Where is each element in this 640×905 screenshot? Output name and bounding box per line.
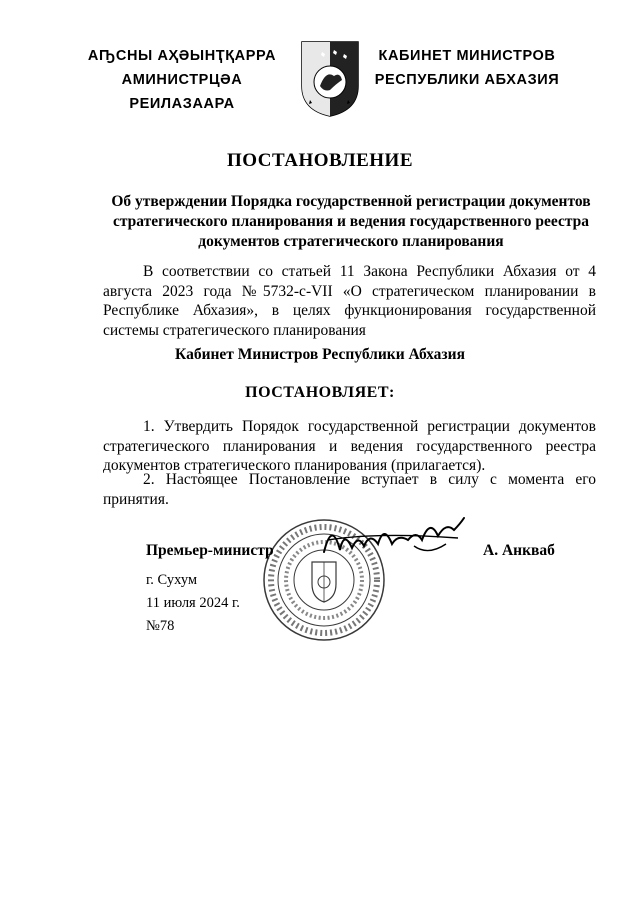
header-right: [372, 44, 562, 92]
signatory-position: Премьер-министр: [146, 542, 274, 559]
decree-item-1: 1. Утвердить Порядок государственной регистрации документов стратегического планирования и ведения государственного реестра документов стратегического планирования (прилагается).: [103, 418, 596, 474]
header-right-line2: РЕСПУБЛИКИ АБХАЗИЯ: [374, 72, 560, 88]
handwritten-signature-icon: [318, 510, 470, 566]
header-left-line2: АМИНИСТРЦӘА РЕИЛАЗААРА: [121, 72, 243, 112]
preamble-paragraph: В соответствии со статьей 11 Закона Республики Абхазия от 4 августа 2023 года №5732-с-VII «О стратегическом планировании в Республике Абхазия», в целях функционирования государственной системы стратегического планирования: [103, 263, 596, 339]
signatory-name: А. Анкваб: [483, 542, 555, 559]
document-title: ПОСТАНОВЛЕНИЕ: [226, 150, 414, 171]
issue-place: г. Сухум: [146, 572, 198, 588]
header-left: [82, 44, 282, 116]
issue-date: 11 июля 2024 г.: [146, 595, 240, 611]
abkhazia-emblem-icon: [300, 40, 360, 118]
document-number: №78: [146, 618, 175, 634]
header-right-line1: КАБИНЕТ МИНИСТРОВ: [378, 48, 556, 64]
issuer-line: Кабинет Министров Республики Абхазия: [175, 346, 465, 363]
document-subject: Об утверждении Порядка государственной регистрации документов стратегического планирования и ведения государственного реестра документов стратегического планирования: [111, 193, 591, 250]
header-left-line1: АҦСНЫ АҲӘЫНҬҚАРРА: [87, 48, 277, 64]
decree-heading: ПОСТАНОВЛЯЕТ:: [245, 384, 395, 401]
decree-item-2: 2. Настоящее Постановление вступает в силу с момента его принятия.: [103, 471, 596, 508]
